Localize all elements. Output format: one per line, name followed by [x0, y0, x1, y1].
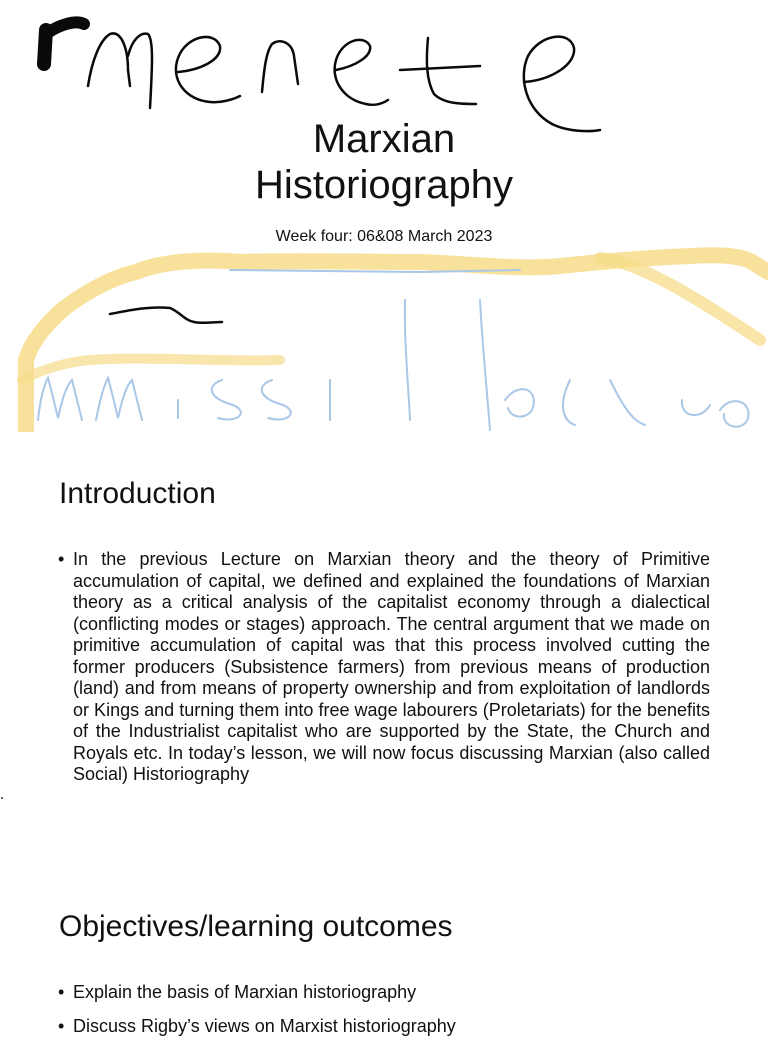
handwriting-name-strokes: [44, 22, 600, 131]
introduction-paragraph: In the previous Lecture on Marxian theory and the theory of Primitive accumulation of capital, we defined and explained the foundations of Marxian theory as a critical analysis of the capitalist economy through a dialectical (conflicting modes or stages) approach. The central argument that we made on primitive accumulation of capital was that this process involved cutting the former producers (Subsistence farmers) from previous means of production (land) and from means of property ownership and from exploitation of landlords or Kings and turning them into free wage labourers (Proletariats) for the benefits of the Industrialist capitalist who are supported by the State, the Church and Royals etc. In today’s lesson, we will now focus discussing Marxian (also called Social) Historiography: [73, 549, 710, 784]
objective-text: Explain the basis of Marxian historiography: [73, 982, 417, 1002]
bullet-dot-icon: •: [58, 1016, 65, 1036]
objective-item: [58, 982, 710, 1004]
objectives-heading: Objectives/learning outcomes: [59, 910, 453, 943]
bullet-dot-icon: •: [58, 982, 65, 1002]
slide-title: [0, 116, 768, 208]
yellow-highlighter-stroke-3: [600, 258, 760, 340]
slide-subtitle: Week four: 06&08 March 2023: [275, 228, 493, 245]
title-line-2: Historiography: [255, 163, 513, 207]
objective-item: [58, 1016, 710, 1038]
introduction-bullet: [58, 549, 710, 786]
title-line-1: Marxian: [312, 117, 456, 161]
stray-ink-dot: [1, 797, 3, 799]
bullet-dot-icon: •: [58, 549, 65, 569]
introduction-heading: Introduction: [59, 477, 216, 510]
title-slide: [0, 0, 768, 432]
handwriting-squiggle: [110, 307, 222, 322]
yellow-highlighter-stroke-2: [22, 359, 280, 380]
introduction-slide: [0, 432, 768, 1036]
blue-handwriting: [38, 270, 748, 430]
objective-text: Discuss Rigby’s views on Marxist historiography: [73, 1016, 456, 1036]
ink-annotations-layer: [0, 0, 768, 432]
